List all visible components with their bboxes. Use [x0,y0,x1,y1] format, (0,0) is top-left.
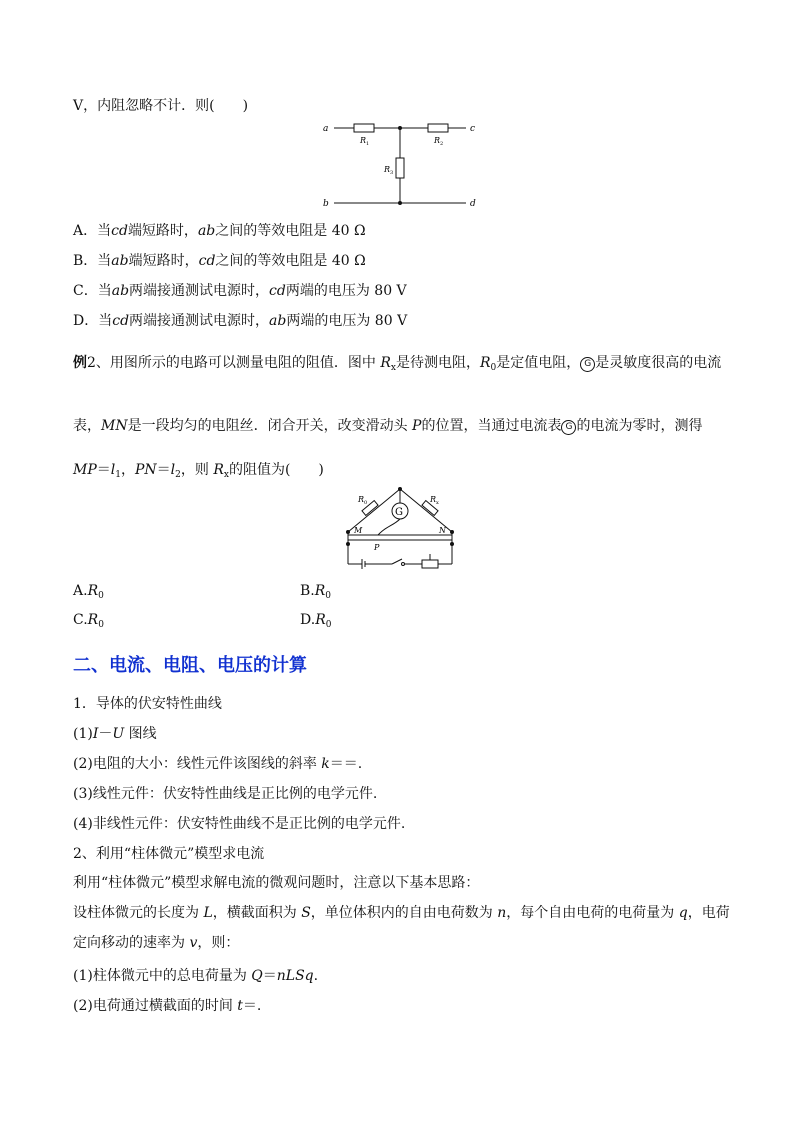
terminal-d: d [470,199,476,209]
body-text: ，单位体积内的自由电荷数为 [310,905,498,921]
symbol-mn: MN [101,418,128,434]
label-rx: R [430,495,437,504]
option-text: D．当 [73,313,113,329]
example-text: ＝ [156,462,171,478]
body-p11 [73,996,261,1016]
example-text: 是定值电阻， [496,355,581,371]
symbol-s: S [301,905,311,921]
body-p8 [73,903,730,923]
option-term: ab [269,313,287,329]
body-text: 设柱体微元的长度为 [73,905,204,921]
symbol-sub: 2 [175,470,181,480]
symbol-nlsq: nLSq [276,968,314,984]
option-1-d [73,311,407,331]
label-p: P [374,543,380,552]
body-text: ，横截面积为 [212,905,302,921]
option-term: ab [111,253,129,269]
label-r3-sub: 3 [390,170,394,176]
body-text: 定向移动的速率为 [73,935,190,951]
example-2-line-1 [73,353,721,378]
symbol-k: k [321,756,330,772]
option-term: cd [269,283,286,299]
body-text: (2)电荷通过横截面的时间 [73,998,238,1014]
body-text: ＝ [262,968,277,984]
terminal-b: b [323,199,329,209]
option-text: 两端的电压为 80 V [286,313,408,329]
option-text: 端短路时， [127,223,198,239]
body-text: ＝. [242,998,262,1014]
example-text: 是一段均匀的电阻丝．闭合开关，改变滑动头 [127,418,413,434]
symbol-mp: MP [73,462,97,478]
label-r0-sub: 0 [364,500,368,506]
option-text: A．当 [73,223,112,239]
option-2-c [73,610,104,635]
body-text: － [98,726,113,742]
option-term: ab [111,283,130,299]
option-text: B．当 [73,253,112,269]
galvanometer-symbol: G [580,357,595,372]
body-text: (1)柱体微元中的总电荷量为 [73,968,252,984]
body-p6: 2、利用“柱体微元”模型求电流 [73,846,265,862]
symbol-sub: x [223,470,229,480]
option-text: C．当 [73,283,112,299]
symbol-r0: R [479,355,491,371]
example-text: 是灵敏度很高的电流 [595,355,722,371]
label-r1-sub: 1 [366,141,370,147]
body-text: ，则： [197,935,240,951]
option-symbol: R [87,612,99,628]
symbol-pn: PN [134,462,157,478]
example-text: ，则 [180,462,214,478]
symbol-l1: l [110,462,116,478]
option-symbol: R [87,583,99,599]
example-text: ， [120,462,135,478]
body-p3 [73,754,362,774]
bridge-circuit-diagram [338,484,468,574]
body-p9 [73,933,239,953]
option-1-b [73,251,366,271]
symbol-p: P [412,418,422,434]
option-2-a [73,581,104,606]
symbol-sub: 0 [490,363,497,373]
circuit-diagram-1 [320,118,490,210]
symbol-sub: 1 [115,470,121,480]
body-text: ＝＝. [329,756,363,772]
body-text: ，每个自由电荷的电荷量为 [506,905,679,921]
symbol-q: q [678,905,688,921]
option-term: cd [198,253,216,269]
body-text: ，电荷 [687,905,730,921]
option-term: ab [197,223,216,239]
intro-line: V，内阻忽略不计．则( ) [73,98,249,114]
terminal-c: c [470,124,476,134]
option-1-c [73,281,407,301]
example-label: 例 [73,355,87,371]
option-text: 之间的等效电阻是 40 Ω [215,253,366,269]
option-text: 端短路时， [128,253,199,269]
label-n: N [439,526,446,535]
body-p2 [73,724,157,744]
galvanometer-symbol: G [561,420,576,435]
symbol-sub: 0 [98,620,104,630]
label-rx-sub: x [436,500,439,506]
example-text: 表， [73,418,101,434]
option-text: B. [300,583,315,599]
body-p1: 1．导体的伏安特性曲线 [73,696,222,712]
symbol-rx: R [213,462,224,478]
option-1-a [73,221,366,241]
symbol-sub: 0 [325,591,332,601]
body-text: (2)电阻的大小：线性元件该图线的斜率 [73,756,322,772]
symbol-sub: x [390,363,396,373]
option-text: 两端接通测试电源时， [129,283,270,299]
body-p7: 利用“柱体微元”模型求解电流的微观问题时，注意以下基本思路： [73,875,480,891]
option-text: 两端的电压为 80 V [285,283,407,299]
option-text: 之间的等效电阻是 40 Ω [215,223,366,239]
symbol-n: n [497,905,507,921]
option-text: D. [300,612,316,628]
body-text: 图线 [124,726,157,742]
example-text: 2、用图所示的电路可以测量电阻的阻值．图中 [87,355,381,371]
symbol-l2: l [170,462,176,478]
option-text: 两端接通测试电源时， [129,313,270,329]
label-r3: R [384,165,391,174]
body-p4: (3)线性元件：伏安特性曲线是正比例的电学元件. [73,786,378,802]
label-r0: R [358,495,365,504]
symbol-q-total: Q [251,968,263,984]
symbol-t: t [237,998,243,1014]
label-m: M [354,526,363,535]
example-text: 的位置，当通过电流表 [421,418,562,434]
example-2-line-3 [73,460,324,485]
option-2-b [300,581,331,606]
galvanometer-label: G [395,507,403,518]
symbol-i: I [92,726,99,742]
symbol-u: U [112,726,125,742]
body-text: . [313,968,319,984]
example-2-line-2 [73,416,702,436]
body-p10 [73,966,318,986]
symbol-sub: 0 [98,591,104,601]
example-text: 的阻值为( ) [228,462,324,478]
section-heading: 二、电流、电阻、电压的计算 [73,655,307,676]
terminal-a: a [323,124,329,134]
symbol-v: v [189,935,198,951]
label-r2: R [434,136,441,145]
label-r1: R [360,136,367,145]
option-symbol: R [315,612,326,628]
example-text: 是待测电阻， [395,355,480,371]
option-text: C. [73,612,88,628]
symbol-l: L [203,905,213,921]
symbol-sub: 0 [325,620,332,630]
option-text: A. [73,583,88,599]
option-2-d [300,610,331,635]
example-text: 的电流为零时，测得 [576,418,703,434]
body-p5: (4)非线性元件：伏安特性曲线不是正比例的电学元件. [73,816,406,832]
option-term: cd [111,223,128,239]
body-text: (1) [73,726,93,742]
example-text: ＝ [96,462,111,478]
option-term: cd [112,313,130,329]
option-symbol: R [314,583,326,599]
symbol-rx: R [380,355,391,371]
label-r2-sub: 2 [440,141,444,147]
